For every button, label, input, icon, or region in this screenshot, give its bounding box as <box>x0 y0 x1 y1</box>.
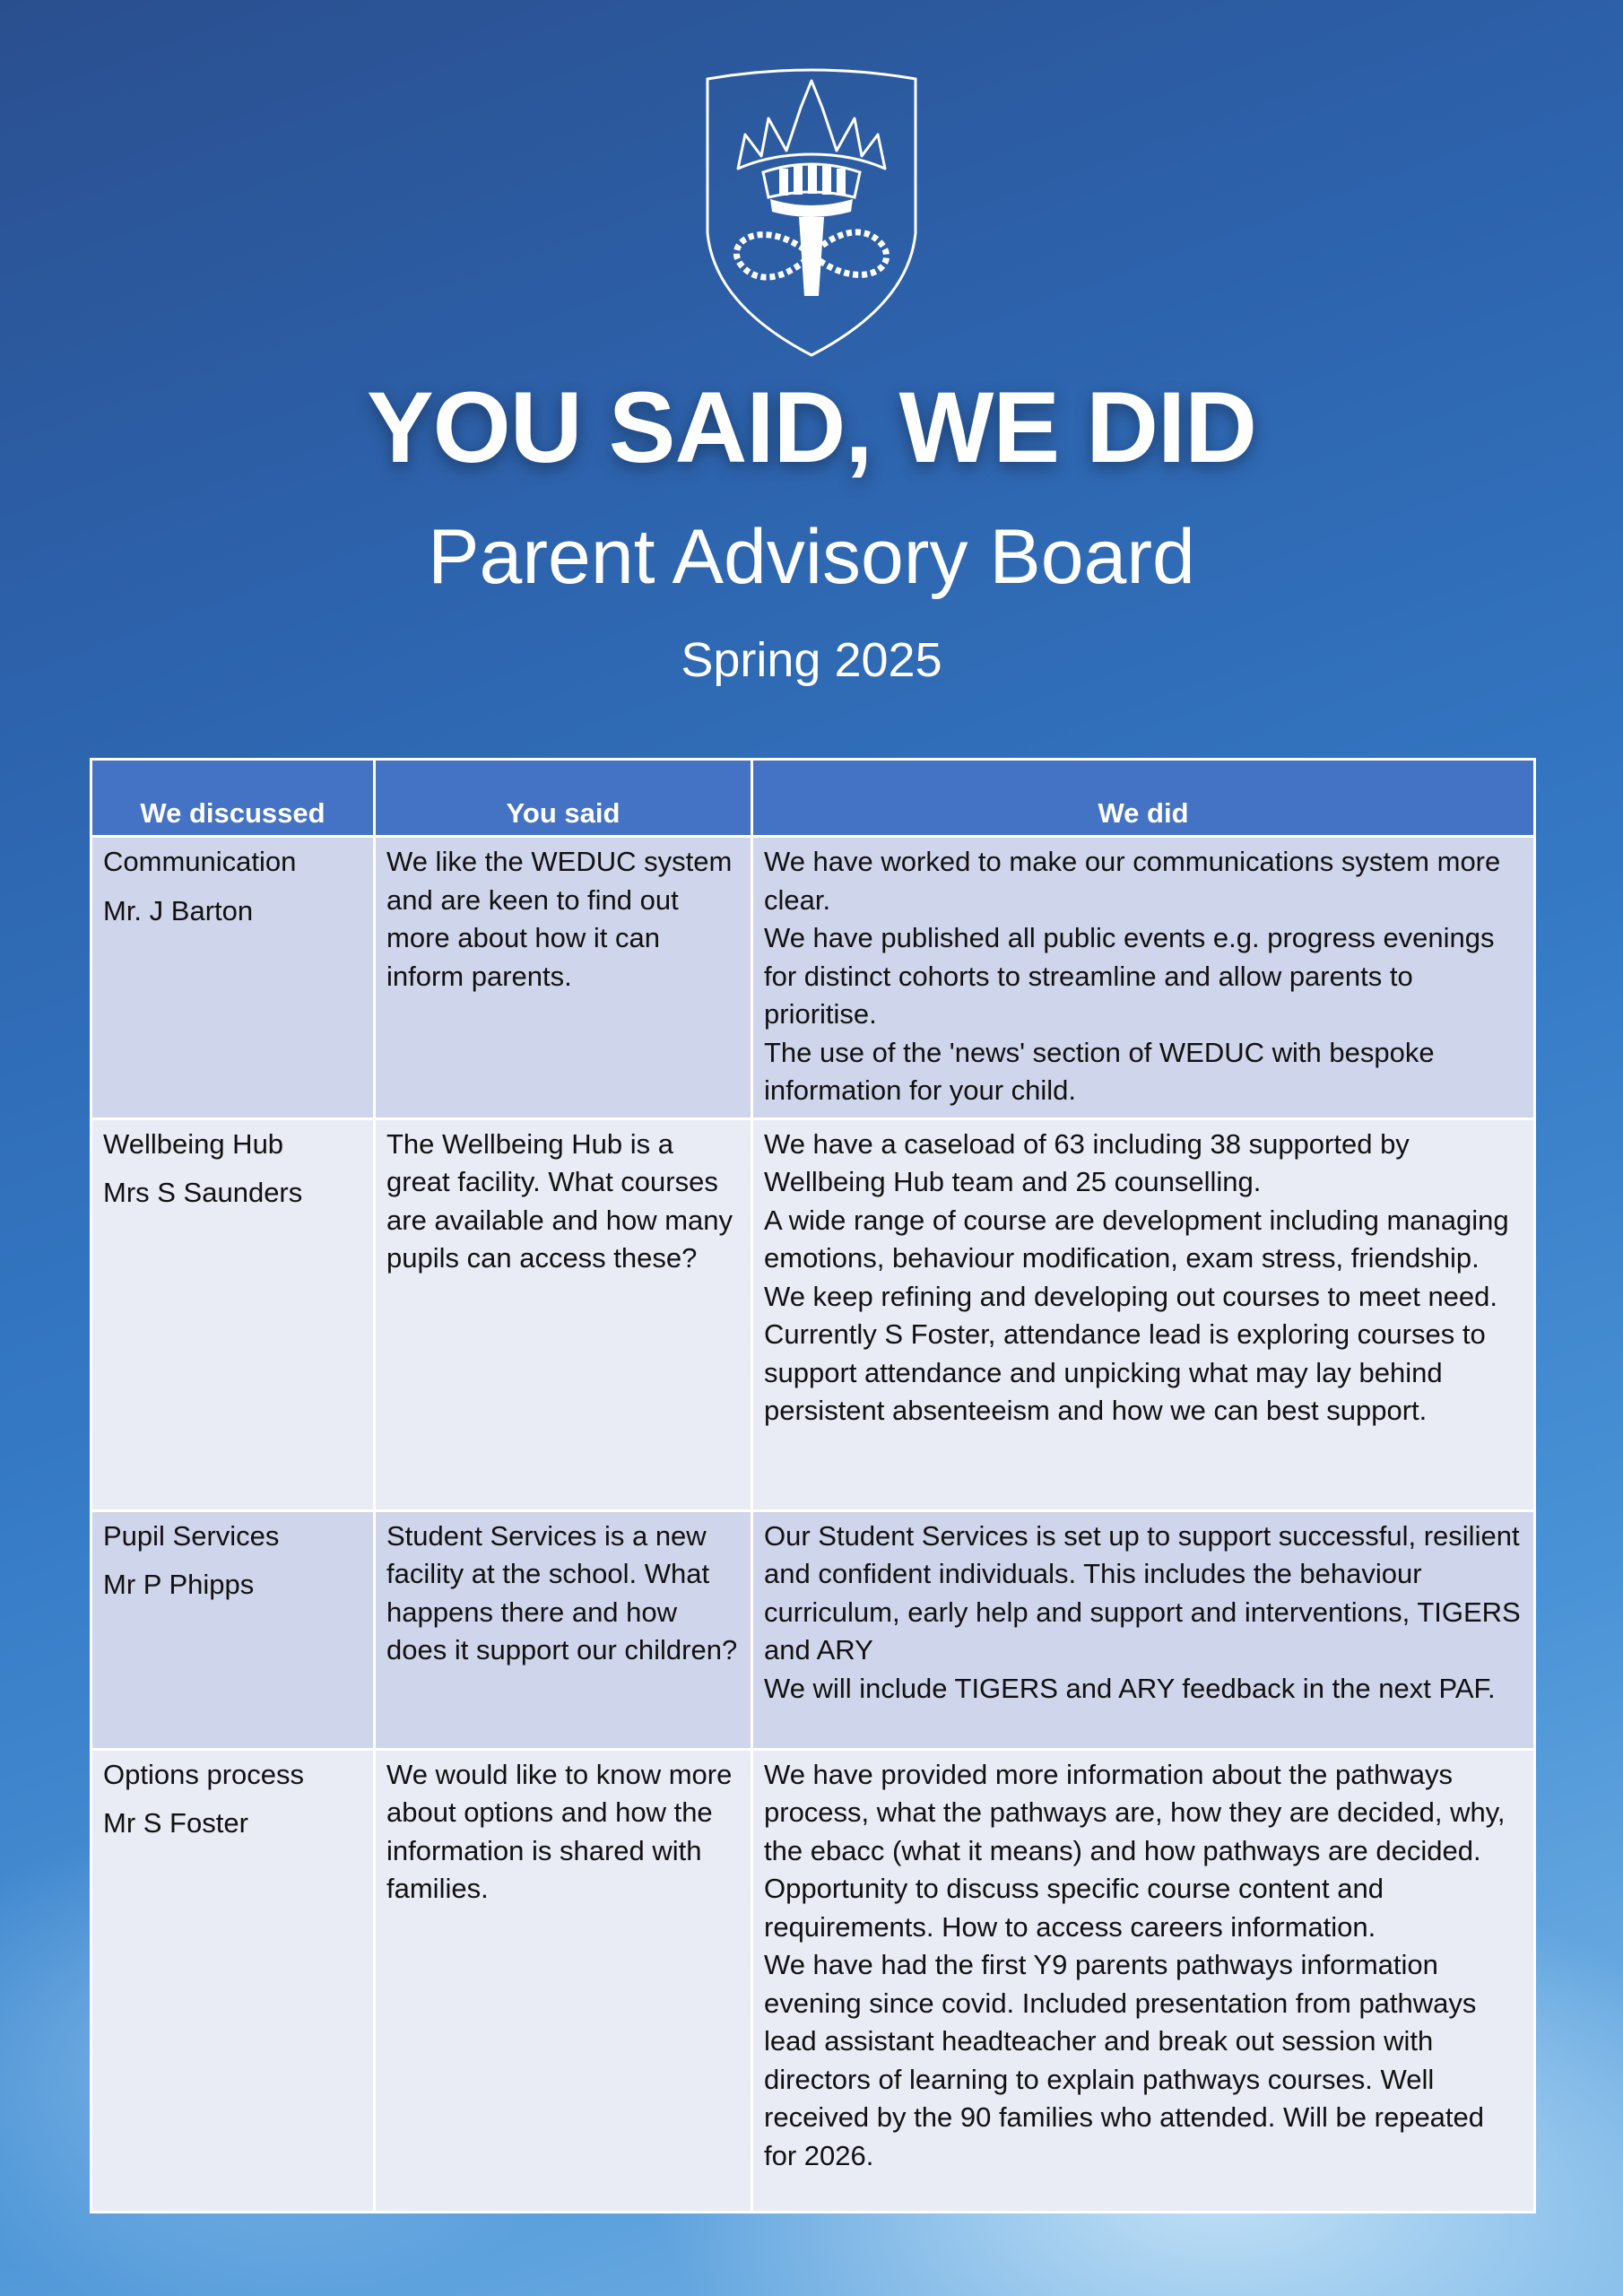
we-did-line: We have published all public events e.g. progress evenings for distinct cohorts to streamline and allow parents to prioritise. <box>764 922 1495 1030</box>
table-header-row <box>91 760 1535 837</box>
owner-label: Mrs S Saunders <box>103 1177 303 1208</box>
owner-label: Mr. J Barton <box>103 894 254 926</box>
we-did-line: Our Student Services is set up to support successful, resilient and confident individuals. This includes the behaviour curriculum, early help and support and interventions, TIGERS and ARY <box>764 1519 1521 1665</box>
topic-label: Wellbeing Hub <box>103 1127 284 1160</box>
discussed-cell <box>91 837 375 1119</box>
table-row <box>91 1749 1535 2212</box>
we-did-cell <box>752 837 1535 1119</box>
you-said-cell: We would like to know more about options and how the information is shared with families. <box>375 1749 752 2212</box>
we-did-line: The use of the 'news' section of WEDUC with bespoke information for your child. <box>764 1036 1435 1106</box>
we-did-line: We have provided more information about the pathways process, what the pathways are, how they are decided, why, the ebacc (what it means) and how pathways are decided. Opportunity to discuss specific course content and requirements. How to access careers information. <box>764 1758 1506 1943</box>
we-did-line: We will include TIGERS and ARY feedback in the next PAF. <box>764 1672 1496 1704</box>
column-header-we-did: We did <box>752 760 1535 837</box>
we-did-line: We have a caseload of 63 including 38 supported by Wellbeing Hub team and 25 counselling. <box>764 1127 1410 1197</box>
you-said-cell: Student Services is a new facility at the school. What happens there and how does it support our children? <box>375 1510 752 1749</box>
column-header-we-discussed: We discussed <box>91 760 375 837</box>
season-label: Spring 2025 <box>681 633 942 687</box>
we-did-cell <box>752 1749 1535 2212</box>
page-title: YOU SAID, WE DID <box>366 371 1257 483</box>
table-row <box>91 1510 1535 1749</box>
feedback-table <box>90 758 1536 2213</box>
table-row <box>91 837 1535 1119</box>
owner-label: Mr P Phipps <box>103 1569 255 1600</box>
we-did-cell <box>752 1118 1535 1510</box>
we-did-line: We have worked to make our communications system more clear. <box>764 846 1501 916</box>
you-said-cell: We like the WEDUC system and are keen to find out more about how it can inform parents. <box>375 837 752 1119</box>
page-subtitle: Parent Advisory Board <box>428 514 1195 600</box>
school-crest-logo <box>700 63 923 359</box>
column-header-you-said: You said <box>375 760 752 837</box>
we-did-line: We keep refining and developing out courses to meet need. Currently S Foster, attendance lead is exploring courses to support attendance and unpicking what may lay behind persistent absenteeism and how we can best support. <box>764 1280 1498 1426</box>
we-did-line: A wide range of course are development including managing emotions, behaviour modification, exam stress, friendship. <box>764 1204 1509 1274</box>
you-said-cell: The Wellbeing Hub is a great facility. What courses are available and how many pupils can access these? <box>375 1118 752 1510</box>
we-did-line: We have had the first Y9 parents pathways information evening since covid. Included presentation from pathways lead assistant headteacher and break out session with directors of learning to explain pathways courses. Well received by the 90 families who attended. Will be repeated for 2026. <box>764 1949 1485 2171</box>
topic-label: Options process <box>103 1758 304 1790</box>
discussed-cell <box>91 1749 375 2212</box>
we-did-cell <box>752 1510 1535 1749</box>
topic-label: Communication <box>103 846 297 877</box>
owner-label: Mr S Foster <box>103 1807 248 1839</box>
discussed-cell <box>91 1510 375 1749</box>
table-row <box>91 1118 1535 1510</box>
discussed-cell <box>91 1118 375 1510</box>
topic-label: Pupil Services <box>103 1519 280 1552</box>
